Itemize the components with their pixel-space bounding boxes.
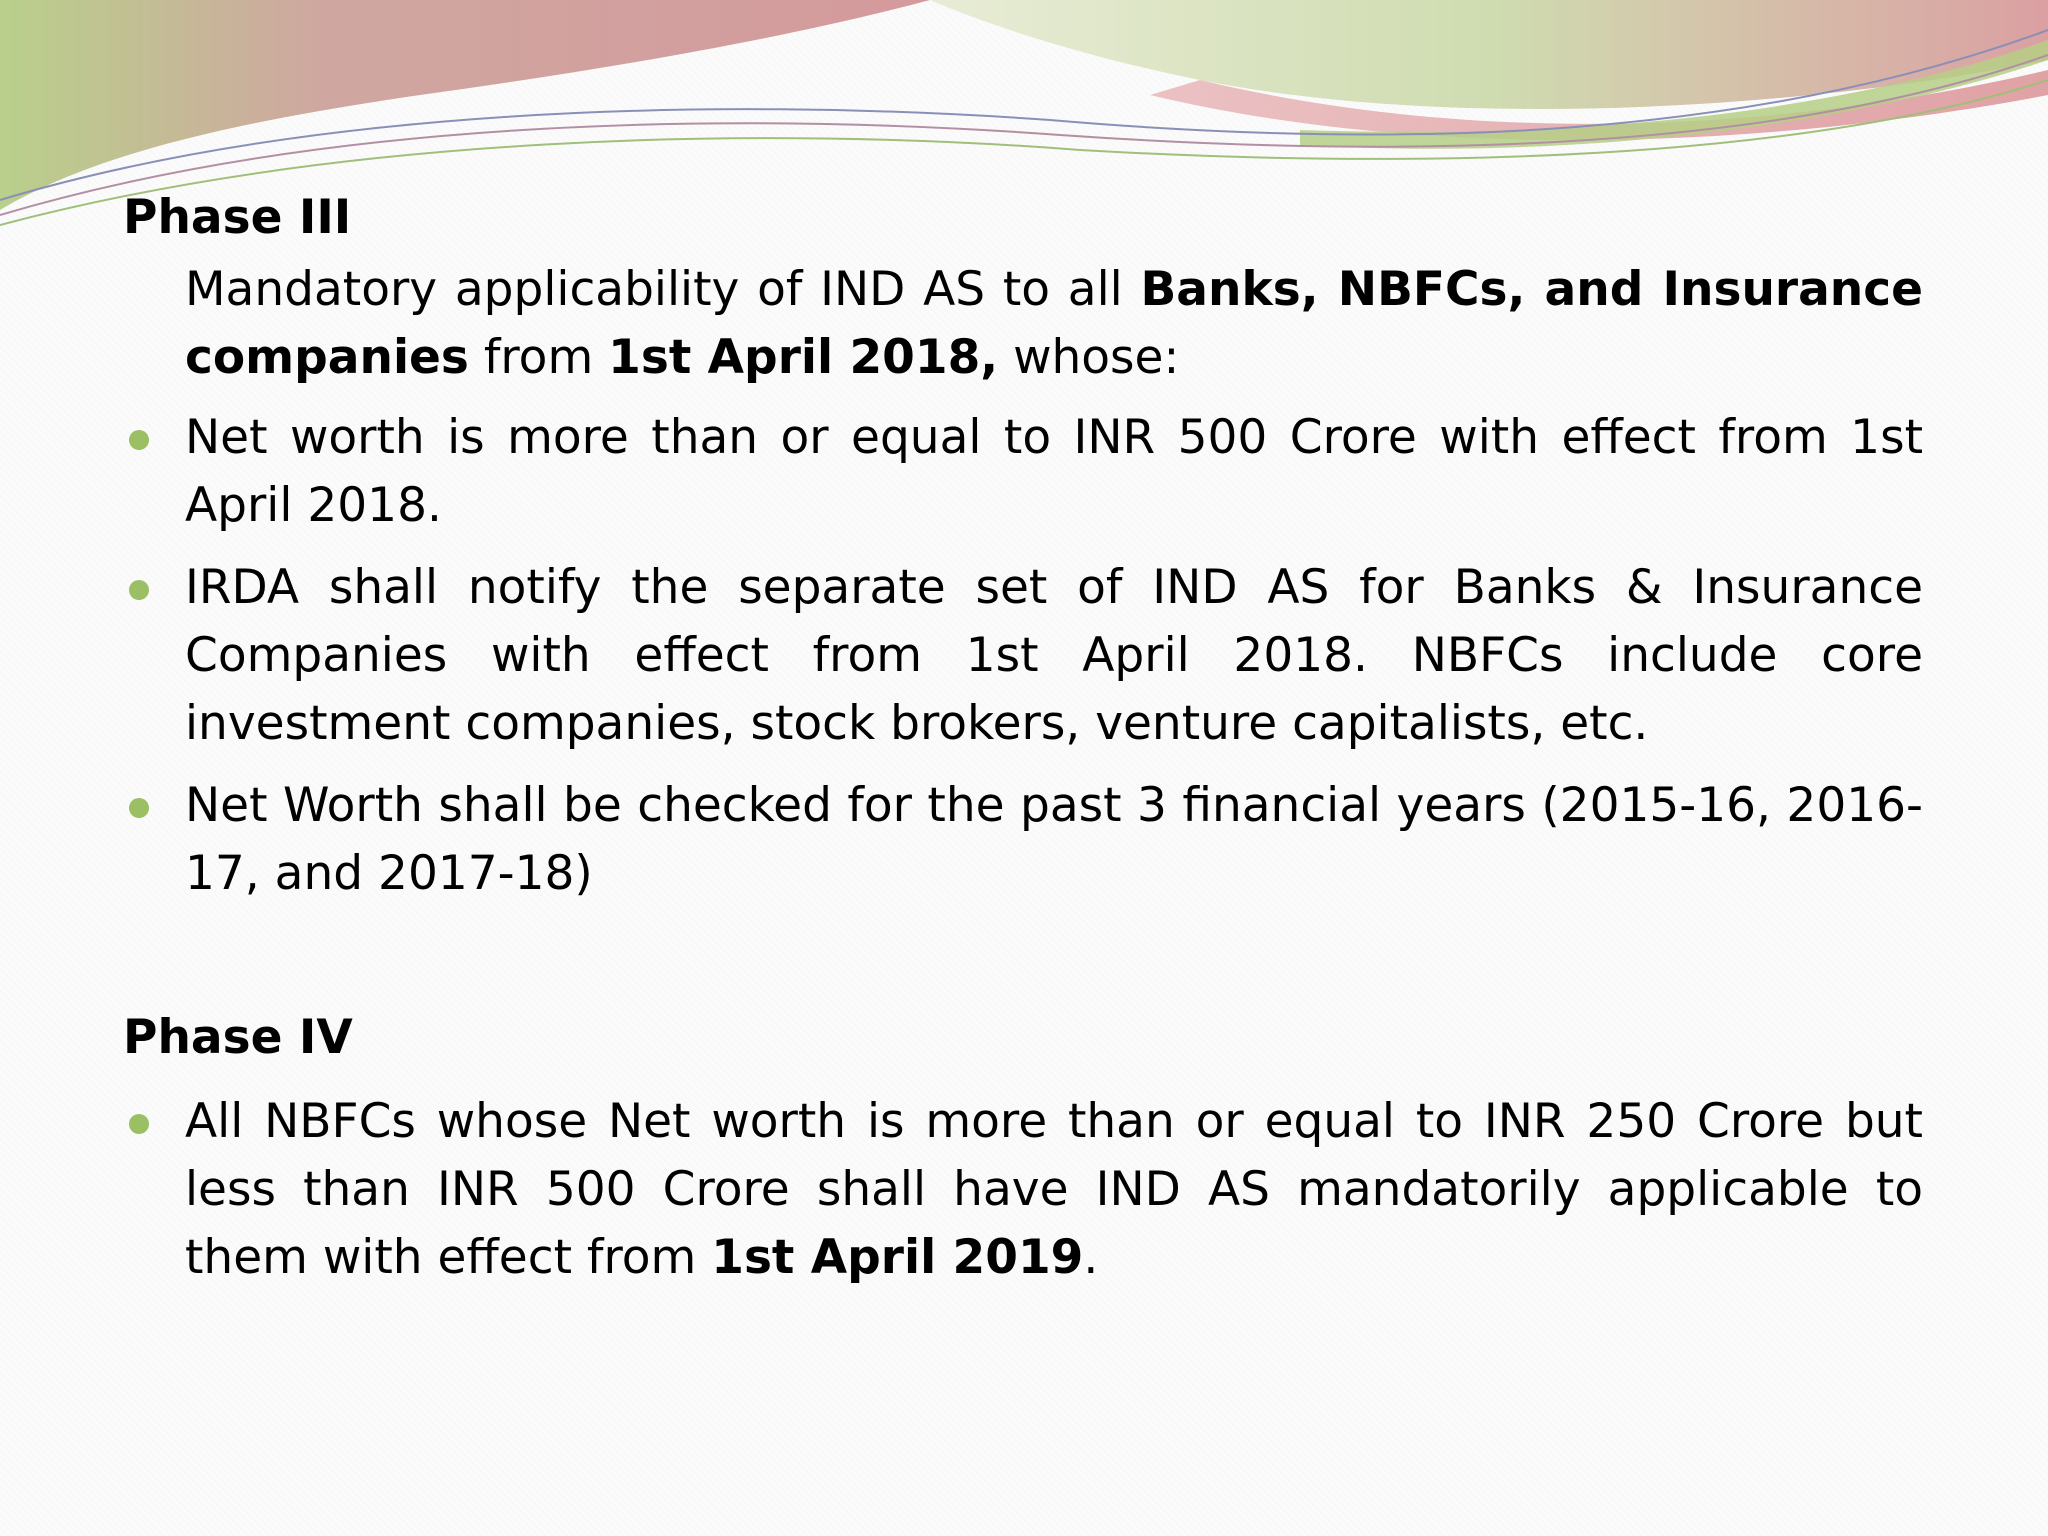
wave-left: [0, 0, 930, 210]
list-item: Net worth is more than or equal to INR 500 Crore with effect from 1st April 2018.: [123, 404, 1923, 540]
bullet-icon: [129, 580, 149, 600]
bullet-icon: [129, 1114, 149, 1134]
phase-iii-bullets: [123, 404, 1923, 908]
phase-iv-bullets: [123, 1088, 1923, 1292]
list-item: Net Worth shall be checked for the past 3 financial years (2015-16, 2016-17, and 2017-18): [123, 772, 1923, 908]
phase-iii-heading: Phase III: [123, 190, 352, 245]
bullet-icon: [129, 798, 149, 818]
slide-content: [123, 180, 1923, 1306]
phase-iv-heading: Phase IV: [123, 1010, 353, 1065]
list-item: IRDA shall notify the separate set of IND AS for Banks & Insurance Companies with effect from 1st April 2018. NBFCs include core investment companies, stock brokers, venture capitalists, etc.: [123, 554, 1923, 758]
list-item: All NBFCs whose Net worth is more than or equal to INR 250 Crore but less than INR 500 Crore shall have IND AS mandatorily applicable to them with effect from 1st April 2019.: [123, 1088, 1923, 1292]
bullet-icon: [129, 430, 149, 450]
phase-iii-intro: Mandatory applicability of IND AS to all Banks, NBFCs, and Insurance companies from 1st April 2018, whose:: [185, 262, 1923, 385]
